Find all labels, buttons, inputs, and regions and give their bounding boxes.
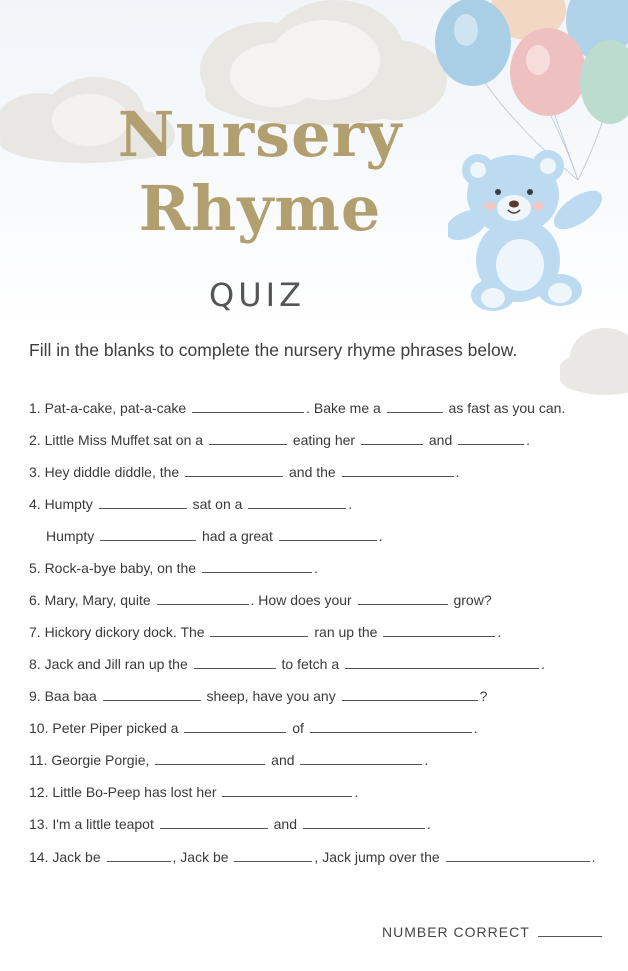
question-15: [29, 847, 595, 865]
question-9: [29, 654, 545, 672]
question-text: of: [288, 720, 308, 736]
question-text: had a great: [198, 528, 277, 544]
question-text: 1. Pat-a-cake, pat-a-cake: [29, 400, 191, 416]
question-text: as fast as you can.: [444, 400, 566, 416]
answer-blank[interactable]: [300, 750, 422, 765]
question-text: Humpty: [46, 528, 99, 544]
question-text: .: [591, 849, 596, 865]
question-text: . How does your: [250, 592, 356, 608]
answer-blank[interactable]: [155, 750, 265, 765]
answer-blank[interactable]: [103, 686, 201, 701]
question-text: 4. Humpty: [29, 496, 97, 512]
question-text: and: [267, 752, 299, 768]
question-text: sat on a: [188, 496, 247, 512]
question-text: 13. I'm a little teapot: [29, 816, 158, 832]
question-text: .: [473, 720, 478, 736]
question-14: [29, 814, 431, 832]
answer-blank[interactable]: [458, 430, 524, 445]
question-text: 14. Jack be: [29, 849, 105, 865]
answer-blank[interactable]: [361, 430, 423, 445]
question-1: [29, 398, 565, 416]
question-text: .: [541, 656, 545, 672]
question-text: , Jack jump over the: [314, 849, 444, 865]
answer-blank[interactable]: [387, 398, 443, 413]
title-quiz: QUIZ: [209, 276, 305, 314]
question-13: [29, 782, 358, 800]
answer-blank[interactable]: [202, 558, 312, 573]
answer-blank[interactable]: [185, 462, 283, 477]
question-text: .: [426, 816, 431, 832]
question-3: [29, 462, 460, 480]
answer-blank[interactable]: [248, 494, 346, 509]
question-2: [29, 430, 530, 448]
question-6: [29, 558, 318, 576]
answer-blank[interactable]: [342, 686, 478, 701]
answer-blank[interactable]: [222, 782, 352, 797]
question-text: .: [354, 784, 359, 800]
question-text: 10. Peter Piper picked a: [29, 720, 183, 736]
question-text: .: [313, 560, 318, 576]
number-correct-label: NUMBER CORRECT: [382, 924, 530, 940]
question-5: [46, 526, 383, 544]
answer-blank[interactable]: [342, 462, 454, 477]
title-line-2: Rhyme: [138, 172, 382, 245]
answer-blank[interactable]: [192, 398, 304, 413]
question-text: grow?: [449, 592, 492, 608]
question-text: 7. Hickory dickory dock. The: [29, 624, 209, 640]
question-text: and the: [285, 464, 340, 480]
question-text: .: [378, 528, 383, 544]
question-text: 6. Mary, Mary, quite: [29, 592, 155, 608]
answer-blank[interactable]: [184, 718, 286, 733]
question-text: 11. Georgie Porgie,: [29, 752, 154, 768]
number-correct: [382, 924, 602, 940]
question-text: 12. Little Bo-Peep has lost her: [29, 784, 221, 800]
question-text: sheep, have you any: [202, 688, 340, 704]
answer-blank[interactable]: [303, 814, 425, 829]
answer-blank[interactable]: [446, 847, 590, 862]
question-text: ran up the: [310, 624, 382, 640]
question-text: and: [269, 816, 301, 832]
answer-blank[interactable]: [100, 526, 196, 541]
answer-blank[interactable]: [310, 718, 472, 733]
instructions-text: Fill in the blanks to complete the nursery rhyme phrases below.: [29, 340, 518, 360]
number-correct-blank[interactable]: [538, 924, 602, 937]
answer-blank[interactable]: [107, 847, 171, 862]
question-11: [29, 718, 478, 736]
question-12: [29, 750, 428, 768]
question-text: 8. Jack and Jill ran up the: [29, 656, 192, 672]
answer-blank[interactable]: [279, 526, 377, 541]
question-text: .: [455, 464, 460, 480]
question-text: to fetch a: [277, 656, 344, 672]
question-text: 3. Hey diddle diddle, the: [29, 464, 184, 480]
answer-blank[interactable]: [210, 622, 308, 637]
question-text: 9. Baa baa: [29, 688, 101, 704]
answer-blank[interactable]: [234, 847, 312, 862]
question-text: 5. Rock-a-bye baby, on the: [29, 560, 200, 576]
question-text: .: [348, 496, 353, 512]
question-8: [29, 622, 501, 640]
question-7: [29, 590, 492, 608]
question-text: , Jack be: [172, 849, 233, 865]
question-text: and: [425, 432, 457, 448]
question-text: .: [424, 752, 429, 768]
answer-blank[interactable]: [160, 814, 268, 829]
question-4: [29, 494, 352, 512]
question-text: eating her: [288, 432, 359, 448]
question-text: ?: [479, 688, 488, 704]
question-text: . Bake me a: [306, 400, 385, 416]
answer-blank[interactable]: [157, 590, 249, 605]
title-line-1: Nursery: [117, 98, 403, 171]
answer-blank[interactable]: [194, 654, 276, 669]
answer-blank[interactable]: [209, 430, 287, 445]
answer-blank[interactable]: [358, 590, 448, 605]
question-text: .: [526, 432, 531, 448]
answer-blank[interactable]: [383, 622, 495, 637]
cloud-right-small: [560, 318, 628, 398]
answer-blank[interactable]: [345, 654, 539, 669]
answer-blank[interactable]: [99, 494, 187, 509]
question-text: 2. Little Miss Muffet sat on a: [29, 432, 207, 448]
question-10: [29, 686, 487, 704]
question-text: .: [497, 624, 502, 640]
